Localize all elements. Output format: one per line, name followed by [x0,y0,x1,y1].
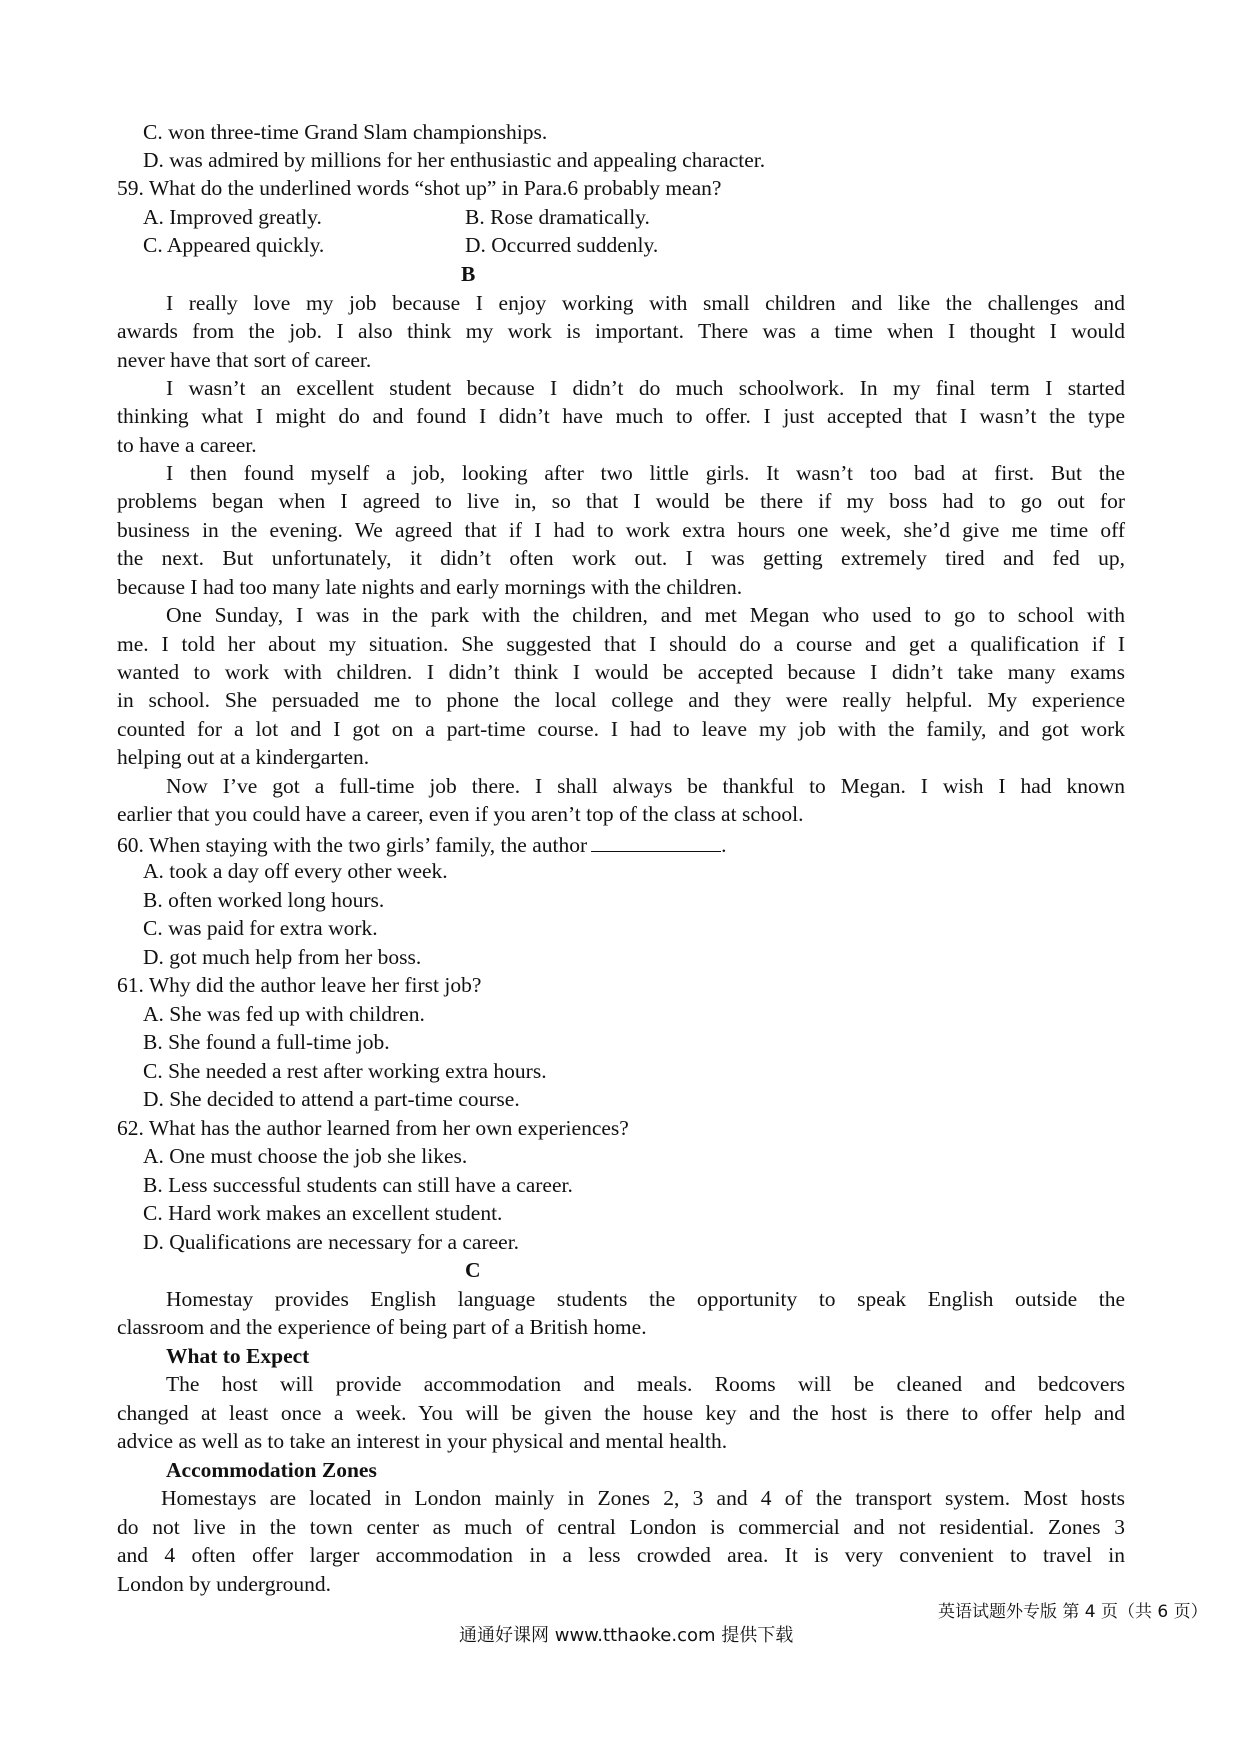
subheading-what-to-expect: What to Expect [166,1344,310,1368]
q60-stem-line [117,833,727,857]
passage-b-line: helping out at a kindergarten. [117,745,370,769]
passage-c-line: and 4 often offer larger accommodation in a less crowded area. It is very convenient to travel in [117,1543,1125,1567]
passage-c-line: classroom and the experience of being part of a British home. [117,1315,647,1339]
passage-b-line: business in the evening. We agreed that if I had to work extra hours one week, she’d give me time off [117,518,1125,542]
passage-c-line: do not live in the town center as much of central London is commercial and not residential. Zones 3 [117,1515,1125,1539]
q60-option-d: D. got much help from her boss. [143,945,422,969]
passage-b-line: the next. But unfortunately, it didn’t often work out. I was getting extremely tired and fed up, [117,546,1125,570]
q59-option-b: B. Rose dramatically. [465,205,650,229]
q60-stem: 60. When staying with the two girls’ family, the author [117,833,588,857]
q59-stem: 59. What do the underlined words “shot up” in Para.6 probably mean? [117,176,722,200]
q61-stem: 61. Why did the author leave her first job? [117,973,482,997]
q62-stem: 62. What has the author learned from her own experiences? [117,1116,629,1140]
q61-option-c: C. She needed a rest after working extra hours. [143,1059,547,1083]
passage-c-line: Homestay provides English language students the opportunity to speak English outside the [166,1287,1125,1311]
section-c-heading: C [465,1258,481,1282]
passage-b-line: wanted to work with children. I didn’t think I would be accepted because I didn’t take many exams [117,660,1125,684]
passage-b-line: to have a career. [117,433,257,457]
passage-b-line: I really love my job because I enjoy working with small children and like the challenges and [166,291,1125,315]
page-number-footer: 英语试题外专版 第 4 页（共 6 页） [938,1602,1208,1622]
q58-option-d: D. was admired by millions for her enthusiastic and appealing character. [143,148,766,172]
passage-b-line: in school. She persuaded me to phone the local college and they were really helpful. My experience [117,688,1125,712]
q61-option-d: D. She decided to attend a part-time course. [143,1087,520,1111]
passage-b-line: because I had too many late nights and early mornings with the children. [117,575,743,599]
passage-b-line: awards from the job. I also think my work is important. There was a time when I thought I would [117,319,1125,343]
q61-option-b: B. She found a full-time job. [143,1030,390,1054]
q62-option-b: B. Less successful students can still have a career. [143,1173,573,1197]
subheading-accommodation-zones: Accommodation Zones [166,1458,377,1482]
passage-b-line: me. I told her about my situation. She suggested that I should do a course and get a qualification if I [117,632,1125,656]
q59-option-c: C. Appeared quickly. [143,233,325,257]
q59-option-a: A. Improved greatly. [143,205,322,229]
q59-option-d: D. Occurred suddenly. [465,233,659,257]
q60-stem-end: . [721,833,727,857]
passage-b-line: problems began when I agreed to live in, so that I would be there if my boss had to go out for [117,489,1125,513]
q62-option-c: C. Hard work makes an excellent student. [143,1201,503,1225]
passage-b-line: thinking what I might do and found I didn’t have much to offer. I just accepted that I wasn’t the type [117,404,1125,428]
section-b-heading: B [461,262,476,286]
passage-b-line: never have that sort of career. [117,348,372,372]
q60-option-b: B. often worked long hours. [143,888,385,912]
q61-option-a: A. She was fed up with children. [143,1002,425,1026]
q60-option-c: C. was paid for extra work. [143,916,378,940]
q62-option-d: D. Qualifications are necessary for a career. [143,1230,520,1254]
passage-c-line: The host will provide accommodation and meals. Rooms will be cleaned and bedcovers [166,1372,1125,1396]
passage-c-line: changed at least once a week. You will be given the house key and the host is there to offer help and [117,1401,1125,1425]
q62-option-a: A. One must choose the job she likes. [143,1144,468,1168]
q58-option-c: C. won three-time Grand Slam championships. [143,120,548,144]
passage-c-line: London by underground. [117,1572,331,1596]
passage-b-line: I then found myself a job, looking after two little girls. It wasn’t too bad at first. But the [166,461,1125,485]
answer-blank [591,833,721,852]
passage-b-line: counted for a lot and I got on a part-time course. I had to leave my job with the family, and got work [117,717,1125,741]
passage-c-line: advice as well as to take an interest in your physical and mental health. [117,1429,728,1453]
passage-b-line: One Sunday, I was in the park with the children, and met Megan who used to go to school with [166,603,1125,627]
passage-b-line: Now I’ve got a full-time job there. I shall always be thankful to Megan. I wish I had known [166,774,1125,798]
download-source-footer: 通通好课网 www.tthaoke.com 提供下载 [459,1625,794,1646]
passage-b-line: earlier that you could have a career, even if you aren’t top of the class at school. [117,802,804,826]
passage-c-line: Homestays are located in London mainly in Zones 2, 3 and 4 of the transport system. Most hosts [161,1486,1125,1510]
passage-b-line: I wasn’t an excellent student because I didn’t do much schoolwork. In my final term I started [166,376,1125,400]
q60-option-a: A. took a day off every other week. [143,859,448,883]
